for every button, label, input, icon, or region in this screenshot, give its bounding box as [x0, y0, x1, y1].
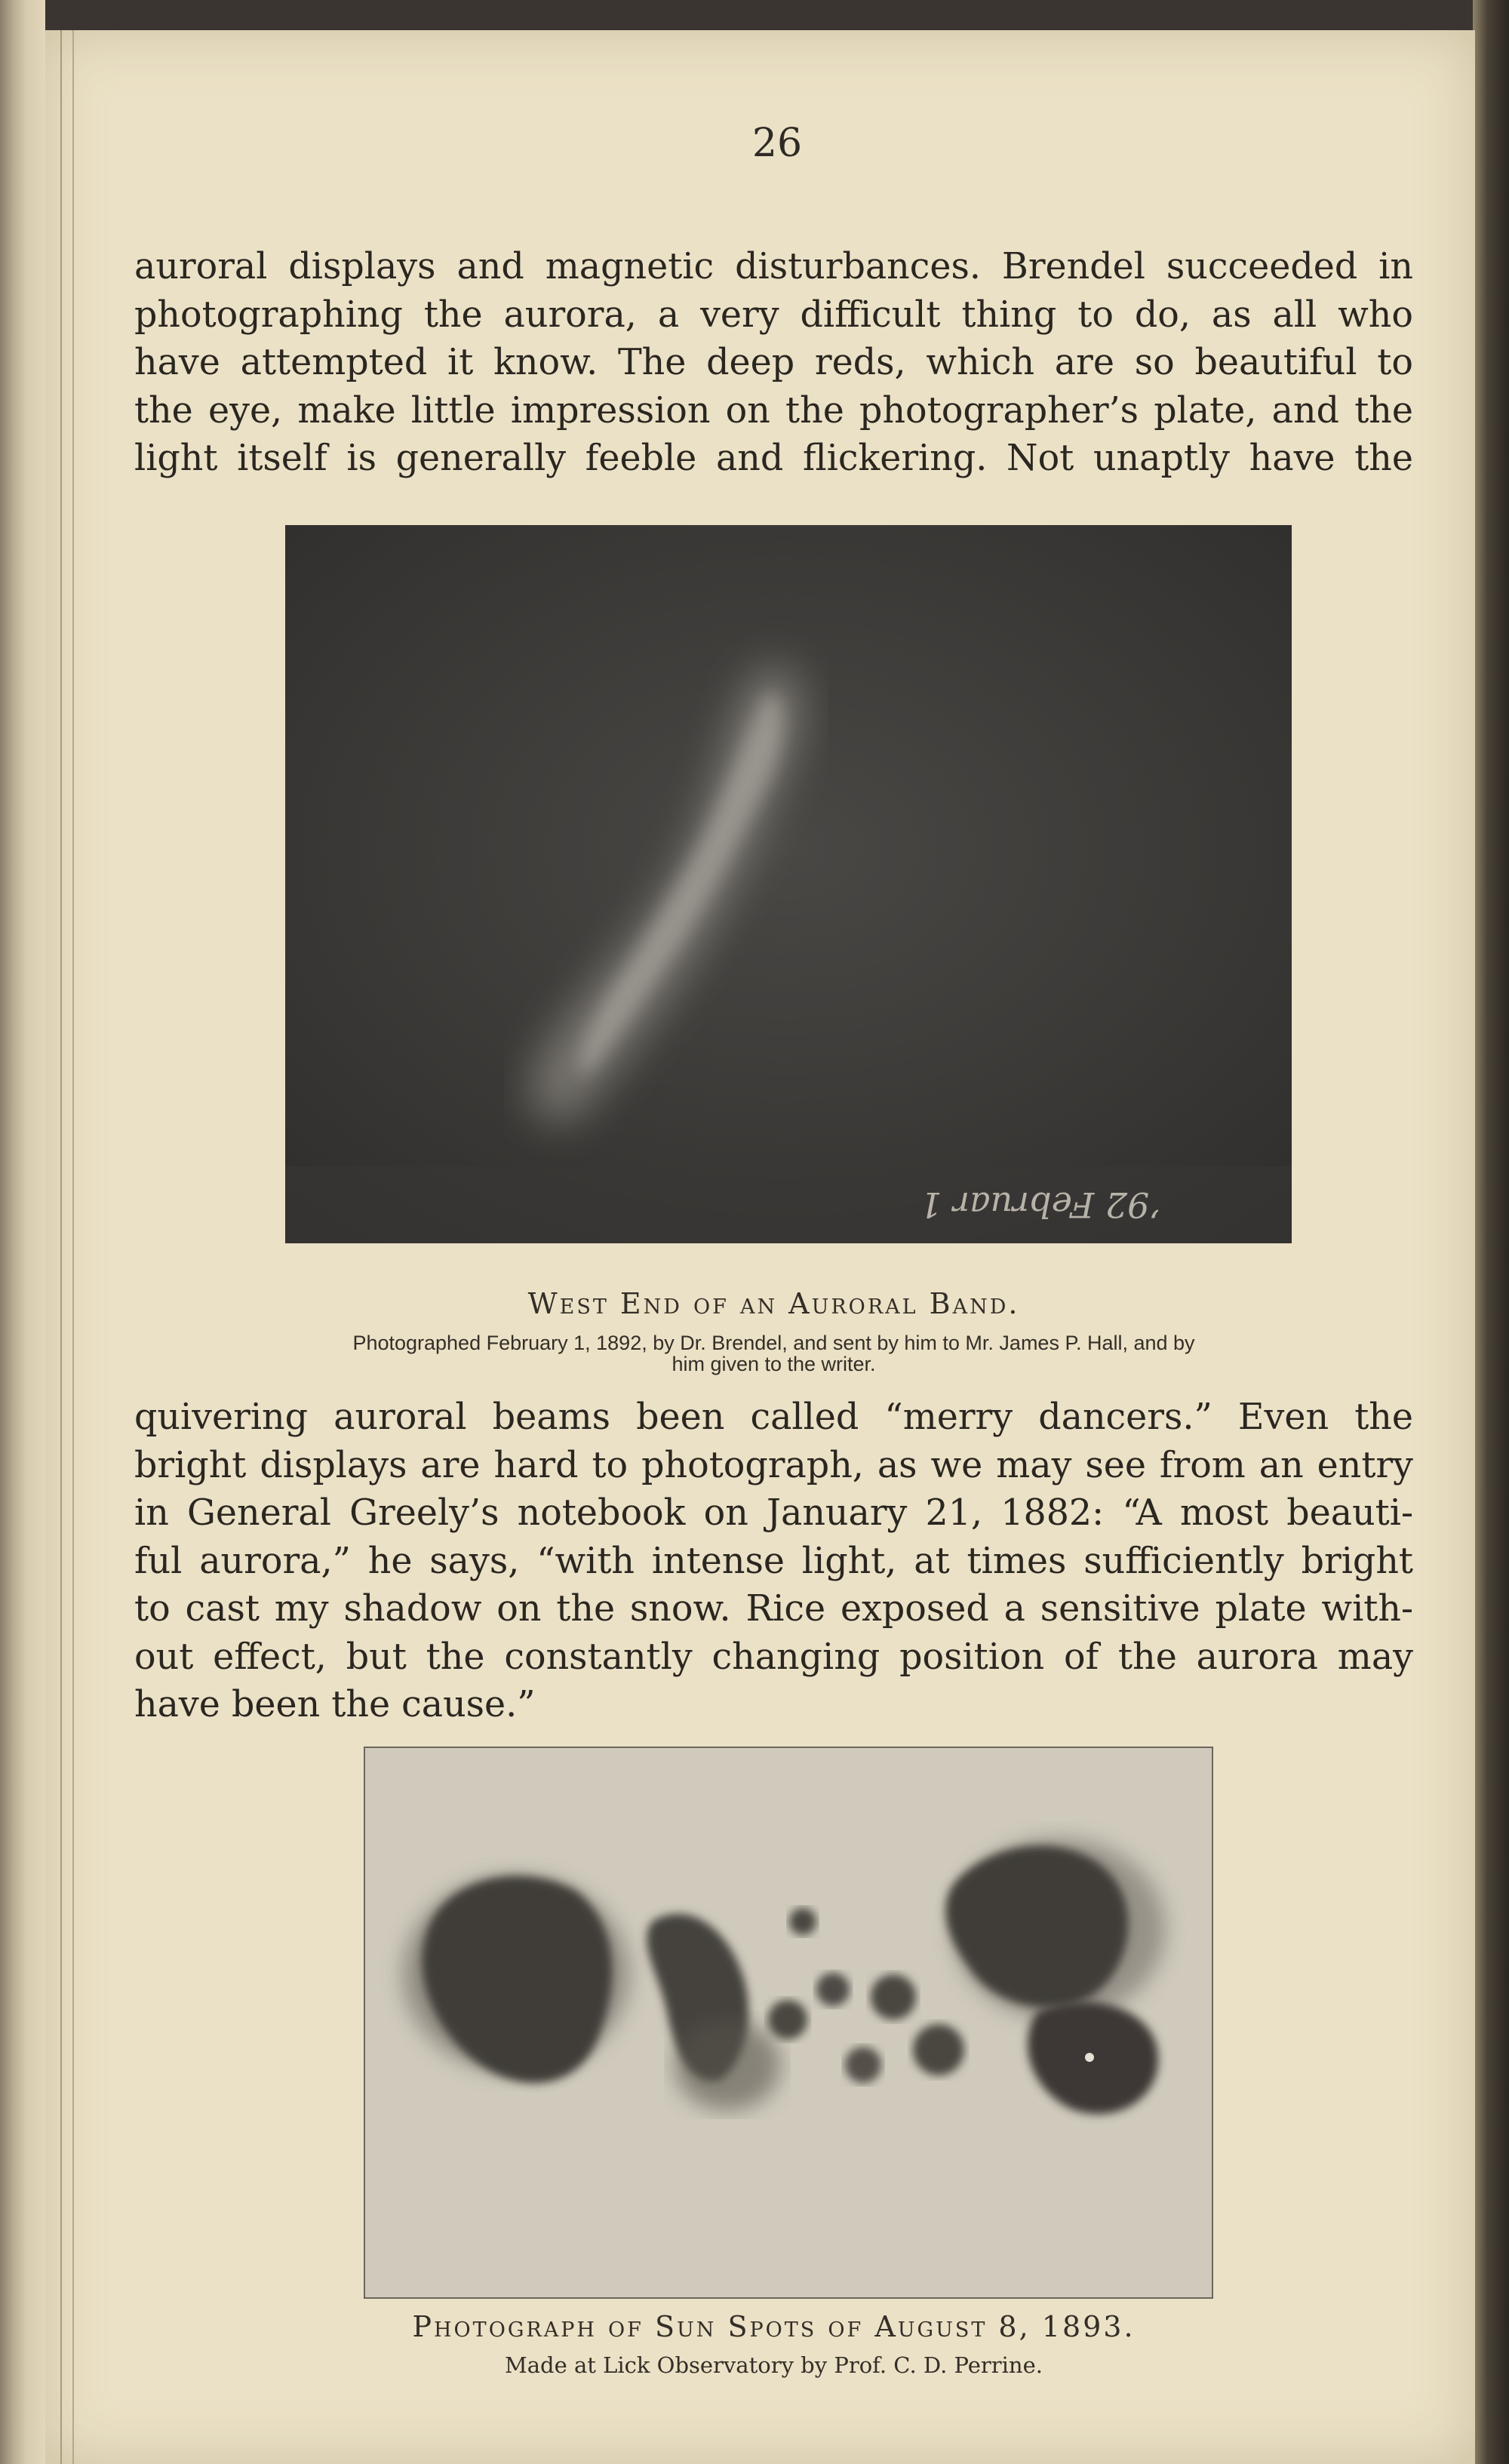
sunspots-photograph	[364, 1747, 1213, 2299]
book-gutter	[0, 0, 45, 2464]
text-line: have attempted it know. The deep reds, which are so beautiful to	[134, 342, 1413, 383]
text-line: quivering auroral beams been called “merry dancers.” Even the	[134, 1396, 1413, 1438]
page-margin-lines	[60, 30, 74, 2464]
text-line: in General Greely’s notebook on January 21, 1882: “A most beauti-	[134, 1492, 1413, 1534]
text-line: auroral displays and magnetic disturbances. Brendel succeeded in	[134, 246, 1413, 287]
text-line: out effect, but the constantly changing position of the aurora may	[134, 1636, 1413, 1678]
figure1-caption-line2: him given to the writer.	[672, 1353, 876, 1375]
text-line: have been the cause.”	[134, 1684, 536, 1725]
figure1-caption-title	[134, 1287, 1413, 1320]
paragraph-2	[134, 1393, 1413, 1729]
figure2-caption-line1: Made at Lick Observatory by Prof. C. D. Perrine.	[505, 2352, 1043, 2378]
figure2-caption-title	[134, 2310, 1413, 2343]
text-line: photographing the aurora, a very difficult thing to do, as all who	[134, 293, 1413, 336]
text-line: bright displays are hard to photograph, as we may see from an entry	[134, 1444, 1413, 1486]
plate-inscription: ’92 Februar 1	[920, 1184, 1160, 1225]
figure2-caption-title-text: Photograph of Sun Spots of August 8, 1893.	[412, 2310, 1136, 2343]
aurora-image-svg	[285, 525, 1292, 1243]
text-line: light itself is generally feeble and flickering. Not unaptly have the	[134, 438, 1413, 479]
aurora-photograph	[285, 525, 1292, 1243]
paragraph-1	[134, 243, 1413, 483]
text-line: ful aurora,” he says, “with intense light, at times sufficiently bright	[134, 1540, 1413, 1582]
book-cover-edge	[1473, 0, 1509, 2464]
figure1-caption-line1: Photographed February 1, 1892, by Dr. Brendel, and sent by him to Mr. James P. Hall, and by	[352, 1332, 1195, 1354]
page-number: 26	[751, 121, 803, 166]
text-line: the eye, make little impression on the photographer’s plate, and the	[134, 389, 1413, 432]
figure1-caption-title-text: West End of an Auroral Band.	[527, 1287, 1020, 1320]
text-line: to cast my shadow on the snow. Rice exposed a sensitive plate with-	[134, 1588, 1413, 1630]
sunspots-image-svg	[365, 1748, 1212, 2297]
